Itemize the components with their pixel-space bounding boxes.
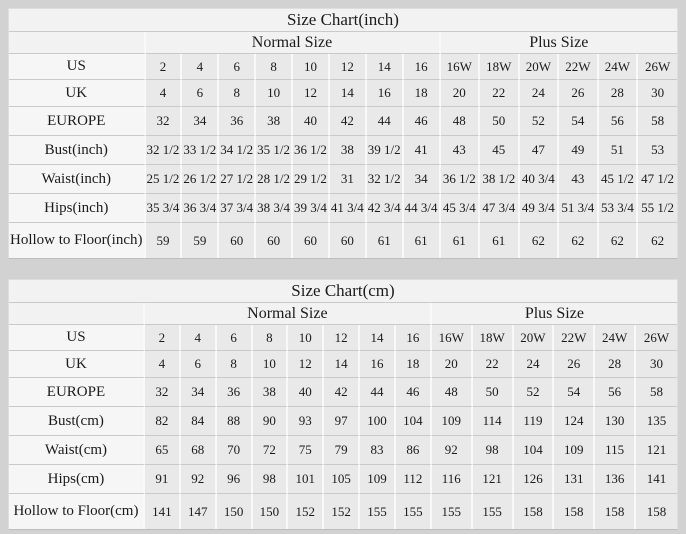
size-cell: 92 — [181, 465, 217, 494]
size-cell: 124 — [554, 407, 595, 436]
size-cell: 75 — [288, 436, 324, 465]
table-row — [9, 194, 677, 223]
size-cell: 96 — [217, 465, 253, 494]
size-cell: 39 1/2 — [367, 136, 404, 165]
size-cell: 61 — [404, 223, 441, 258]
size-cell: 53 — [638, 136, 677, 165]
size-cell: 55 1/2 — [638, 194, 677, 223]
size-cell: 158 — [514, 494, 555, 529]
size-cell: 60 — [256, 223, 293, 258]
size-cell: 70 — [217, 436, 253, 465]
row-label: UK — [9, 80, 146, 107]
size-cell: 47 — [520, 136, 560, 165]
size-cell: 32 1/2 — [367, 165, 404, 194]
size-cell: 20W — [514, 325, 555, 351]
size-cell: 91 — [145, 465, 181, 494]
size-cell: 84 — [181, 407, 217, 436]
size-cell: 42 — [324, 378, 360, 407]
group-row-spacer — [9, 32, 146, 54]
size-cell: 33 1/2 — [182, 136, 219, 165]
size-cell: 16 — [396, 325, 432, 351]
size-cell: 109 — [432, 407, 473, 436]
size-cell: 38 1/2 — [480, 165, 520, 194]
size-cell: 58 — [638, 107, 677, 136]
size-cell: 28 — [595, 351, 636, 378]
size-cell: 40 3/4 — [520, 165, 560, 194]
table-row — [9, 494, 677, 529]
size-cell: 28 — [599, 80, 639, 107]
size-cell: 24 — [520, 80, 560, 107]
size-cell: 152 — [288, 494, 324, 529]
size-cell: 4 — [182, 54, 219, 80]
row-label: Bust(cm) — [9, 407, 145, 436]
size-cell: 119 — [514, 407, 555, 436]
size-cell: 135 — [636, 407, 677, 436]
size-cell: 44 3/4 — [404, 194, 441, 223]
size-cell: 150 — [217, 494, 253, 529]
size-cell: 51 3/4 — [559, 194, 599, 223]
size-cell: 18W — [480, 54, 520, 80]
size-cell: 47 1/2 — [638, 165, 677, 194]
row-label: EUROPE — [9, 378, 145, 407]
size-cell: 16 — [360, 351, 396, 378]
size-cell: 86 — [396, 436, 432, 465]
size-cell: 8 — [253, 325, 289, 351]
size-cell: 8 — [256, 54, 293, 80]
size-cell: 14 — [367, 54, 404, 80]
size-cell: 34 1/2 — [219, 136, 256, 165]
size-cell: 45 1/2 — [599, 165, 639, 194]
size-cell: 25 1/2 — [146, 165, 183, 194]
size-cell: 32 — [146, 107, 183, 136]
size-cell: 155 — [360, 494, 396, 529]
size-chart-table-cm — [8, 279, 678, 530]
size-cell: 22W — [554, 325, 595, 351]
size-cell: 34 — [404, 165, 441, 194]
size-cell: 54 — [559, 107, 599, 136]
size-cell: 4 — [145, 351, 181, 378]
size-cell: 141 — [636, 465, 677, 494]
size-cell: 14 — [330, 80, 367, 107]
size-cell: 26 — [554, 351, 595, 378]
size-cell: 41 — [404, 136, 441, 165]
size-cell: 53 3/4 — [599, 194, 639, 223]
size-cell: 92 — [432, 436, 473, 465]
size-cell: 14 — [324, 351, 360, 378]
size-cell: 59 — [182, 223, 219, 258]
normal-size-group-header: Normal Size — [146, 32, 441, 54]
size-cell: 158 — [554, 494, 595, 529]
size-cell: 158 — [595, 494, 636, 529]
size-cell: 30 — [636, 351, 677, 378]
size-cell: 114 — [473, 407, 514, 436]
size-cell: 41 3/4 — [330, 194, 367, 223]
size-cell: 20W — [520, 54, 560, 80]
size-cell: 20 — [441, 80, 481, 107]
size-cell: 105 — [324, 465, 360, 494]
row-label: US — [9, 54, 146, 80]
size-cell: 62 — [559, 223, 599, 258]
size-cell: 24W — [595, 325, 636, 351]
size-cell: 36 — [219, 107, 256, 136]
size-cell: 141 — [145, 494, 181, 529]
size-cell: 31 — [330, 165, 367, 194]
size-cell: 98 — [473, 436, 514, 465]
size-cell: 104 — [514, 436, 555, 465]
size-cell: 131 — [554, 465, 595, 494]
row-label: UK — [9, 351, 145, 378]
table-row — [9, 54, 677, 80]
size-cell: 38 3/4 — [256, 194, 293, 223]
size-cell: 36 1/2 — [293, 136, 330, 165]
normal-size-group-header: Normal Size — [145, 303, 432, 325]
size-cell: 136 — [595, 465, 636, 494]
size-cell: 34 — [182, 107, 219, 136]
size-cell: 12 — [293, 80, 330, 107]
size-cell: 36 1/2 — [441, 165, 481, 194]
size-cell: 32 — [145, 378, 181, 407]
size-cell: 112 — [396, 465, 432, 494]
row-label: Hips(inch) — [9, 194, 146, 223]
size-cell: 68 — [181, 436, 217, 465]
row-label: Hips(cm) — [9, 465, 145, 494]
row-label: Bust(inch) — [9, 136, 146, 165]
size-cell: 60 — [330, 223, 367, 258]
size-cell: 121 — [473, 465, 514, 494]
size-cell: 10 — [293, 54, 330, 80]
size-cell: 34 — [181, 378, 217, 407]
size-chart-table-inch — [8, 8, 678, 259]
size-cell: 65 — [145, 436, 181, 465]
size-cell: 37 3/4 — [219, 194, 256, 223]
size-cell: 26W — [636, 325, 677, 351]
row-label: Hollow to Floor(cm) — [9, 494, 145, 529]
size-cell: 14 — [360, 325, 396, 351]
size-cell: 36 3/4 — [182, 194, 219, 223]
size-cell: 49 — [559, 136, 599, 165]
size-cell: 18 — [396, 351, 432, 378]
size-cell: 6 — [182, 80, 219, 107]
table-row — [9, 407, 677, 436]
size-cell: 56 — [599, 107, 639, 136]
size-cell: 126 — [514, 465, 555, 494]
size-cell: 10 — [253, 351, 289, 378]
table-row — [9, 351, 677, 378]
size-cell: 22 — [480, 80, 520, 107]
table-title: Size Chart(cm) — [9, 280, 677, 303]
size-cell: 42 3/4 — [367, 194, 404, 223]
size-cell: 83 — [360, 436, 396, 465]
size-cell: 121 — [636, 436, 677, 465]
size-cell: 152 — [324, 494, 360, 529]
size-cell: 43 — [559, 165, 599, 194]
size-cell: 38 — [330, 136, 367, 165]
plus-size-group-header: Plus Size — [432, 303, 677, 325]
group-row-spacer — [9, 303, 145, 325]
size-cell: 2 — [146, 54, 183, 80]
size-cell: 30 — [638, 80, 677, 107]
size-cell: 48 — [441, 107, 481, 136]
table-row — [9, 378, 677, 407]
size-cell: 12 — [324, 325, 360, 351]
size-cell: 29 1/2 — [293, 165, 330, 194]
size-cell: 32 1/2 — [146, 136, 183, 165]
size-cell: 45 3/4 — [441, 194, 481, 223]
row-label: Hollow to Floor(inch) — [9, 223, 146, 258]
size-cell: 60 — [219, 223, 256, 258]
size-cell: 98 — [253, 465, 289, 494]
size-cell: 54 — [554, 378, 595, 407]
size-cell: 79 — [324, 436, 360, 465]
size-cell: 46 — [396, 378, 432, 407]
table-row — [9, 223, 677, 258]
size-cell: 155 — [473, 494, 514, 529]
row-label: Waist(cm) — [9, 436, 145, 465]
size-cell: 12 — [288, 351, 324, 378]
size-cell: 10 — [256, 80, 293, 107]
size-cell: 4 — [181, 325, 217, 351]
size-cell: 109 — [360, 465, 396, 494]
table-title: Size Chart(inch) — [9, 9, 677, 32]
size-cell: 6 — [219, 54, 256, 80]
table-row — [9, 465, 677, 494]
size-cell: 101 — [288, 465, 324, 494]
size-cell: 46 — [404, 107, 441, 136]
size-cell: 20 — [432, 351, 473, 378]
size-cell: 155 — [432, 494, 473, 529]
size-cell: 100 — [360, 407, 396, 436]
size-cell: 18 — [404, 80, 441, 107]
size-cell: 8 — [219, 80, 256, 107]
size-cell: 24W — [599, 54, 639, 80]
size-cell: 61 — [480, 223, 520, 258]
size-cell: 58 — [636, 378, 677, 407]
size-cell: 155 — [396, 494, 432, 529]
size-cell: 115 — [595, 436, 636, 465]
size-cell: 42 — [330, 107, 367, 136]
size-cell: 62 — [599, 223, 639, 258]
size-cell: 93 — [288, 407, 324, 436]
size-cell: 2 — [145, 325, 181, 351]
size-cell: 28 1/2 — [256, 165, 293, 194]
size-cell: 43 — [441, 136, 481, 165]
size-cell: 61 — [367, 223, 404, 258]
size-cell: 52 — [520, 107, 560, 136]
size-cell: 150 — [253, 494, 289, 529]
size-cell: 97 — [324, 407, 360, 436]
size-cell: 35 1/2 — [256, 136, 293, 165]
size-cell: 8 — [217, 351, 253, 378]
size-cell: 52 — [514, 378, 555, 407]
size-cell: 90 — [253, 407, 289, 436]
size-cell: 12 — [330, 54, 367, 80]
row-label: US — [9, 325, 145, 351]
size-cell: 6 — [217, 325, 253, 351]
size-cell: 16 — [404, 54, 441, 80]
size-cell: 18W — [473, 325, 514, 351]
size-cell: 60 — [293, 223, 330, 258]
size-cell: 22W — [559, 54, 599, 80]
row-label: Waist(inch) — [9, 165, 146, 194]
size-cell: 104 — [396, 407, 432, 436]
size-cell: 10 — [288, 325, 324, 351]
size-cell: 116 — [432, 465, 473, 494]
table-gap — [8, 259, 678, 279]
size-cell: 45 — [480, 136, 520, 165]
size-cell: 47 3/4 — [480, 194, 520, 223]
table-row — [9, 325, 677, 351]
size-cell: 48 — [432, 378, 473, 407]
size-cell: 16W — [432, 325, 473, 351]
size-cell: 40 — [293, 107, 330, 136]
size-cell: 16 — [367, 80, 404, 107]
size-cell: 38 — [256, 107, 293, 136]
table-row — [9, 107, 677, 136]
size-cell: 130 — [595, 407, 636, 436]
size-cell: 24 — [514, 351, 555, 378]
size-cell: 44 — [360, 378, 396, 407]
size-cell: 26 — [559, 80, 599, 107]
size-cell: 56 — [595, 378, 636, 407]
size-cell: 88 — [217, 407, 253, 436]
size-cell: 26W — [638, 54, 677, 80]
table-row — [9, 165, 677, 194]
size-cell: 38 — [253, 378, 289, 407]
size-cell: 35 3/4 — [146, 194, 183, 223]
size-cell: 36 — [217, 378, 253, 407]
size-cell: 62 — [638, 223, 677, 258]
row-label: EUROPE — [9, 107, 146, 136]
table-row — [9, 136, 677, 165]
size-cell: 16W — [441, 54, 481, 80]
size-cell: 62 — [520, 223, 560, 258]
size-cell: 6 — [181, 351, 217, 378]
size-cell: 82 — [145, 407, 181, 436]
size-cell: 158 — [636, 494, 677, 529]
size-cell: 44 — [367, 107, 404, 136]
size-cell: 26 1/2 — [182, 165, 219, 194]
size-cell: 4 — [146, 80, 183, 107]
size-cell: 147 — [181, 494, 217, 529]
size-cell: 61 — [441, 223, 481, 258]
size-cell: 22 — [473, 351, 514, 378]
size-cell: 49 3/4 — [520, 194, 560, 223]
size-cell: 50 — [473, 378, 514, 407]
size-cell: 51 — [599, 136, 639, 165]
size-cell: 50 — [480, 107, 520, 136]
size-cell: 27 1/2 — [219, 165, 256, 194]
size-cell: 40 — [288, 378, 324, 407]
table-row — [9, 80, 677, 107]
size-cell: 39 3/4 — [293, 194, 330, 223]
size-cell: 72 — [253, 436, 289, 465]
size-cell: 109 — [554, 436, 595, 465]
plus-size-group-header: Plus Size — [441, 32, 678, 54]
table-row — [9, 436, 677, 465]
size-cell: 59 — [146, 223, 183, 258]
